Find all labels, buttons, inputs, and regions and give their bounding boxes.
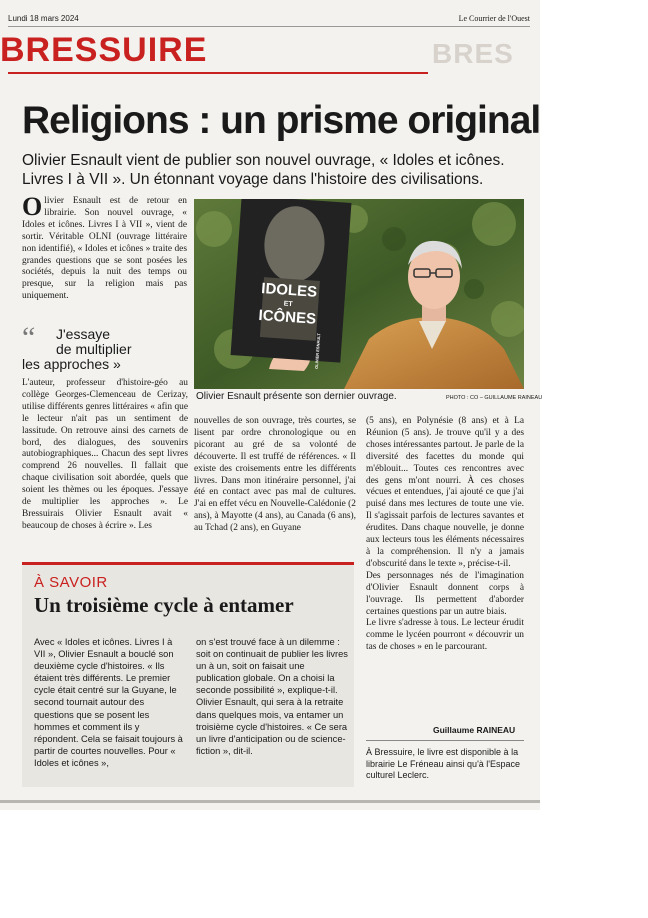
- pull-quote-line-3: les approches »: [22, 356, 121, 372]
- sidebar-column-2-text: on s'est trouvé face à un dilemme : soit on continuait de publier les livres un à un, soit on faisait une publication globale. On a choisi la seconde possibilité », explique-t-il. Olivier Esnault, qui sera à la retraite dans quelques mois, va entamer un troisième cycle d'histoires. « Ce sera un livre d'anticipation ou de science-fiction », dit-il.: [196, 637, 348, 756]
- book-title-1: IDOLES: [260, 279, 318, 301]
- availability-text: À Bressuire, le livre est disponible à la librairie Le Fréneau ainsi qu'à l'Espace culturel Leclerc.: [366, 747, 521, 780]
- page-header: [8, 12, 530, 27]
- column-2-text: nouvelles de son ouvrage, très courtes, se lisent par ordre chronologique ou en picorant au gré de sa volonté de découverte. Il est truffé de références. « Il existe des croisements entre les différents livres. Dans mon itinéraire personnel, j'ai été en contact avec pas mal de cultures. J'ai en effet vécu en Nouvelle-Calédonie (2 ans), à Mayotte (4 ans), au Canada (6 ans), au Tchad (2 ans), en Guyane: [194, 416, 356, 534]
- book-title-3: ICÔNES: [258, 306, 317, 328]
- quote-mark-icon: “: [22, 321, 36, 354]
- sidebar-top-rule: [22, 562, 354, 565]
- section-title-showthrough: BRES: [432, 38, 514, 69]
- pull-quote: [22, 321, 192, 372]
- pull-quote-line-1: J'essaye: [56, 326, 111, 342]
- lead-paragraph: Olivier Esnault est de retour en librairie. Son nouvel ouvrage, « Idoles et icônes. Livres I à VII », vient de sortir. Véritable OLNI (ouvrage littéraire non identifié), « Idoles et icônes » traite des grandes questions que se sont posées les sociétés, depuis la nuit des temps ou presque, sur la religion mais pas uniquement.: [22, 192, 187, 302]
- sidebar-column-2: [196, 636, 348, 757]
- page-edge: [0, 800, 540, 803]
- article-column-1: [22, 378, 188, 533]
- article-column-3: [366, 416, 524, 654]
- availability-note: [366, 747, 524, 782]
- article-headline: Religions : un prisme original: [22, 99, 541, 142]
- publication-name: Le Courrier de l'Ouest: [458, 14, 530, 23]
- sidebar-title: Un troisième cycle à entamer: [34, 593, 294, 617]
- column-1-text: L'auteur, professeur d'histoire-géo au collège Georges-Clemenceau de Cerizay, utilise différents genres littéraires « afin que le lecteur n'ait pas un sentiment de lassitude. On retrouve ainsi des carnets de bord, des dialogues, des souvenirs autobiographiques... Chacun des sept livres comprend 26 nouvelles. Il fallait que chaque civilisation soit abordée, quels que soient les thèmes ou les époques. J'essaye de multiplier les approches ». Le Bressuirais Olivier Esnault avait « beaucoup de choses à écrire ». Les: [22, 378, 188, 531]
- photo-illustration: [194, 199, 524, 389]
- section-title: BRESSUIRE: [0, 31, 208, 69]
- article-standfirst: Olivier Esnault vient de publier son nouvel ouvrage, « Idoles et icônes. Livres I à VII ». Un étonnant voyage dans l'histoire des civilisations.: [22, 152, 505, 188]
- sidebar-column-1: [34, 636, 184, 769]
- book-title-2: ET: [283, 300, 293, 309]
- column-3-paragraph-3: Le livre s'adresse à tous. Le lecteur érudit comme le lycéen pourront « découvrir un tas de choses » en le parcourant.: [366, 618, 524, 653]
- article-column-2: [194, 416, 356, 535]
- section-rule: [8, 72, 428, 74]
- article-lead: [22, 192, 187, 303]
- issue-date: Lundi 18 mars 2024: [8, 14, 79, 23]
- pull-quote-line-2: de multiplier: [56, 341, 132, 357]
- sidebar-column-1-text: Avec « Idoles et icônes. Livres I à VII », Olivier Esnault a bouclé son deuxième cycle d'histoires. « Ils étaient très différents. Le premier cycle était centré sur la Guyane, le second tournait autour des questions que se posent les hommes et comment ils y répondent. Cela se faisait toujours à partir de courtes nouvelles. Pour « Idoles et icônes »,: [34, 637, 183, 768]
- column-3-paragraph-2: Des personnages nés de l'imagination d'Olivier Esnault donnent corps à l'ouvrage. Ils permettent d'aborder certaines questions par un autre biais.: [366, 570, 524, 617]
- book-spine-author: OLIVIER ESNAULT: [313, 333, 322, 370]
- photo-caption: Olivier Esnault présente son dernier ouvrage.: [196, 391, 397, 402]
- signature-rule: [366, 740, 524, 741]
- article-photo: [194, 199, 524, 389]
- column-3-paragraph-1: (5 ans), en Polynésie (8 ans) et à La Réunion (5 ans). Je trouve qu'il y a des choses intéressantes partout. Je parle de la diversité des facettes du monde qui m'éblouit... Toutes ces rencontres avec des gens m'ont nourri. À ces choses vécues et entendues, j'ai ajouté ce que j'ai puisé dans mes lectures de toute une vie. Il s'agissait parfois de lectures savantes et érudites. Dans chaque nouvelle, je donne aux lecteurs tous les éléments nécessaires à la compréhension. Il n'y a jamais d'obscurité dans le texte », précise-t-il.: [366, 416, 525, 569]
- author-signature: Guillaume RAINEAU: [433, 725, 516, 735]
- sidebar-kicker: À SAVOIR: [34, 574, 108, 591]
- photo-credit: PHOTO : CO – GUILLAUME RAINEAU: [446, 395, 543, 401]
